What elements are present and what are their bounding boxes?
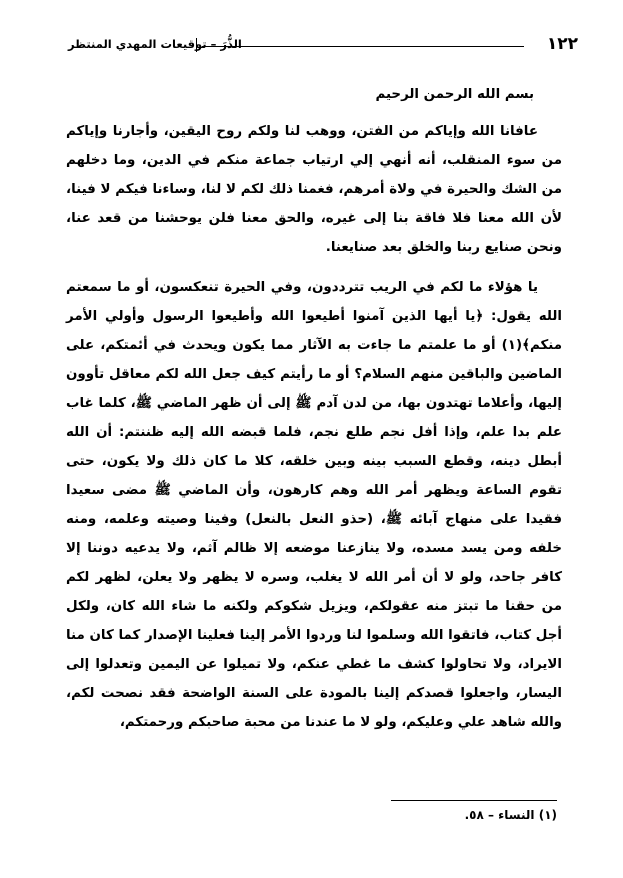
footnote-rule [391,800,557,801]
basmala: بسم الله الرحمن الرحيم [375,87,534,102]
paragraph-1: عافانا الله وإياكم من الفتن، ووهب لنا ولكم روح اليقين، وأجارنا وإياكم من سوء المنقلب، أنه أنهي إلي ارتياب جماعة منكم في الدين، وما دخلهم من الشك والحيرة في ولاة أمرهم، فغمنا ذلك لكم لا لنا، وساءنا فيكم لا فينا، لأن الله معنا فلا فاقة بنا إلى غيره، والحق معنا فلن يوحشنا من قعد عنا، ونحن صنايع ربنا والخلق بعد صنايعنا. [66,124,562,255]
running-title: الذُّرَ – توقيعات المهدي المنتظر [68,37,242,51]
header-rule [202,46,524,47]
paragraph-2: يا هؤلاء ما لكم في الريب تترددون، وفي الحيرة تنعكسون، أو ما سمعتم الله يقول: ﴿يا أيها الذين آمنوا أطيعوا الله وأطيعوا الرسول وأولي الأمر منكم﴾(١) أو ما علمتم ما جاءت به الآثار مما يكون ويحدث في أئمتكم، على الماضين والباقين منهم السلام؟ أو ما رأيتم كيف جعل الله لكم معاقل تأوون إليها، وأعلاما تهتدون بها، من لدن آدم ﷺ إلى أن ظهر الماضي ﷺ، كلما غاب علم بدا علم، وإذا أفل نجم طلع نجم، فلما قبضه الله إليه ظننتم: أن الله أبطل دينه، وقطع السبب بينه وبين خلقه، كلا ما كان ذلك ولا يكون، حتى تقوم الساعة ويظهر أمر الله وهم كارهون، وأن الماضي ﷺ مضى سعيدا فقيدا على منهاج آبائه ﷺ، (حذو النعل بالنعل) وفينا وصيته وعلمه، ومنه خلفه ومن يسد مسده، ولا ينازعنا موضعه إلا ظالم آثم، ولا يدعيه دوننا إلا كافر جاحد، ولو لا أن أمر الله لا يغلب، وسره لا يظهر ولا يعلن، لظهر لكم من حقنا ما تبتز منه عقولكم، ويزيل شكوكم ولكنه ما شاء الله كان، ولكل أجل كتاب، فاتقوا الله وسلموا لنا وردوا الأمر إلينا فعلينا الإصدار كما كان منا الايراد، ولا تحاولوا كشف ما غطي عنكم، ولا تميلوا عن اليمين وتعدلوا إلى اليسار، واجعلوا قصدكم إلينا بالمودة على السنة الواضحة فقد نصحت لكم، والله شاهد علي وعليكم، ولو لا ما عندنا من محبة صاحبكم ورحمتكم، [66,280,562,730]
page-number: ١٢٢ [546,34,578,54]
page-header [68,34,578,60]
page-body [66,80,562,748]
footnote: (١) النساء – ٥٨. [464,808,557,822]
